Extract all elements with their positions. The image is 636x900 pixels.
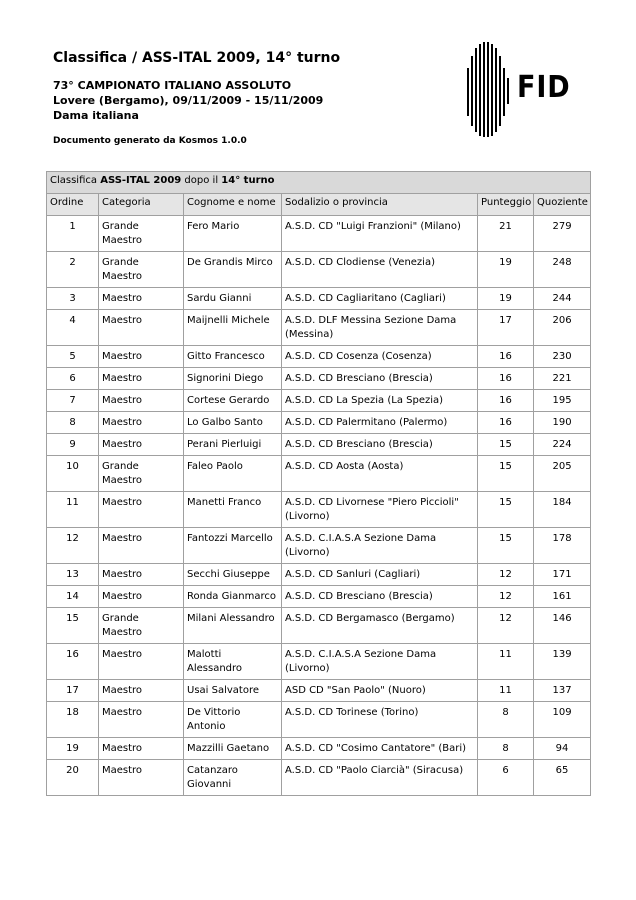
cell-categoria: Maestro	[99, 760, 184, 796]
table-row	[47, 434, 591, 456]
cell-punteggio: 11	[478, 644, 534, 680]
table-row	[47, 680, 591, 702]
cell-nome: Usai Salvatore	[184, 680, 282, 702]
cell-sodalizio: A.S.D. C.I.A.S.A Sezione Dama (Livorno)	[282, 644, 478, 680]
cell-categoria: Maestro	[99, 492, 184, 528]
cell-ordine: 2	[47, 252, 99, 288]
cell-punteggio: 8	[478, 738, 534, 760]
cell-quoziente: 190	[534, 412, 591, 434]
fid-logo-text: FID	[517, 70, 571, 105]
column-header-punteggio: Punteggio	[478, 194, 534, 216]
cell-categoria: Maestro	[99, 680, 184, 702]
cell-nome: Milani Alessandro	[184, 608, 282, 644]
cell-categoria: Maestro	[99, 644, 184, 680]
cell-sodalizio: A.S.D. CD Bergamasco (Bergamo)	[282, 608, 478, 644]
cell-ordine: 10	[47, 456, 99, 492]
cell-quoziente: 109	[534, 702, 591, 738]
cell-sodalizio: A.S.D. CD Sanluri (Cagliari)	[282, 564, 478, 586]
cell-nome: Fero Mario	[184, 216, 282, 252]
cell-categoria: Maestro	[99, 738, 184, 760]
cell-ordine: 15	[47, 608, 99, 644]
championship-name: 73° CAMPIONATO ITALIANO ASSOLUTO	[53, 79, 292, 92]
cell-nome: Mazzilli Gaetano	[184, 738, 282, 760]
cell-nome: Fantozzi Marcello	[184, 528, 282, 564]
table-row	[47, 608, 591, 644]
generator-note: Documento generato da Kosmos 1.0.0	[53, 136, 247, 146]
table-row	[47, 492, 591, 528]
cell-ordine: 18	[47, 702, 99, 738]
cell-quoziente: 195	[534, 390, 591, 412]
cell-punteggio: 21	[478, 216, 534, 252]
cell-sodalizio: A.S.D. CD Cagliaritano (Cagliari)	[282, 288, 478, 310]
cell-punteggio: 6	[478, 760, 534, 796]
cell-ordine: 5	[47, 346, 99, 368]
cell-categoria: Maestro	[99, 390, 184, 412]
cell-quoziente: 224	[534, 434, 591, 456]
cell-punteggio: 12	[478, 586, 534, 608]
cell-ordine: 16	[47, 644, 99, 680]
table-row	[47, 346, 591, 368]
cell-ordine: 9	[47, 434, 99, 456]
cell-quoziente: 205	[534, 456, 591, 492]
cell-sodalizio: A.S.D. CD "Paolo Ciarcià" (Siracusa)	[282, 760, 478, 796]
cell-nome: De Grandis Mirco	[184, 252, 282, 288]
cell-categoria: Maestro	[99, 368, 184, 390]
cell-sodalizio: A.S.D. CD Bresciano (Brescia)	[282, 586, 478, 608]
table-caption-row	[47, 172, 591, 194]
cell-nome: Malotti Alessandro	[184, 644, 282, 680]
cell-quoziente: 230	[534, 346, 591, 368]
cell-punteggio: 12	[478, 608, 534, 644]
cell-quoziente: 161	[534, 586, 591, 608]
cell-categoria: Maestro	[99, 702, 184, 738]
cell-quoziente: 178	[534, 528, 591, 564]
cell-categoria: Maestro	[99, 288, 184, 310]
cell-sodalizio: A.S.D. CD Bresciano (Brescia)	[282, 434, 478, 456]
table-row	[47, 412, 591, 434]
game-variant: Dama italiana	[53, 109, 139, 122]
cell-punteggio: 19	[478, 252, 534, 288]
cell-ordine: 8	[47, 412, 99, 434]
cell-sodalizio: A.S.D. CD La Spezia (La Spezia)	[282, 390, 478, 412]
cell-sodalizio: A.S.D. CD Palermitano (Palermo)	[282, 412, 478, 434]
table-row	[47, 528, 591, 564]
cell-quoziente: 279	[534, 216, 591, 252]
cell-nome: Secchi Giuseppe	[184, 564, 282, 586]
cell-ordine: 17	[47, 680, 99, 702]
cell-sodalizio: A.S.D. CD Clodiense (Venezia)	[282, 252, 478, 288]
cell-nome: Gitto Francesco	[184, 346, 282, 368]
cell-quoziente: 221	[534, 368, 591, 390]
cell-nome: Lo Galbo Santo	[184, 412, 282, 434]
column-header-nome: Cognome e nome	[184, 194, 282, 216]
cell-categoria: Maestro	[99, 528, 184, 564]
cell-quoziente: 184	[534, 492, 591, 528]
cell-categoria: Maestro	[99, 346, 184, 368]
table-row	[47, 564, 591, 586]
cell-punteggio: 8	[478, 702, 534, 738]
table-row	[47, 702, 591, 738]
cell-ordine: 11	[47, 492, 99, 528]
cell-nome: Manetti Franco	[184, 492, 282, 528]
cell-punteggio: 16	[478, 368, 534, 390]
table-header-row	[47, 194, 591, 216]
cell-categoria: Maestro	[99, 564, 184, 586]
cell-punteggio: 17	[478, 310, 534, 346]
cell-punteggio: 15	[478, 456, 534, 492]
cell-ordine: 6	[47, 368, 99, 390]
table-row	[47, 760, 591, 796]
cell-ordine: 1	[47, 216, 99, 252]
cell-categoria: Maestro	[99, 586, 184, 608]
table-row	[47, 644, 591, 680]
column-header-ordine: Ordine	[47, 194, 99, 216]
cell-punteggio: 11	[478, 680, 534, 702]
cell-quoziente: 146	[534, 608, 591, 644]
table-row	[47, 738, 591, 760]
cell-punteggio: 12	[478, 564, 534, 586]
cell-sodalizio: A.S.D. DLF Messina Sezione Dama (Messina)	[282, 310, 478, 346]
table-row	[47, 216, 591, 252]
cell-punteggio: 15	[478, 434, 534, 456]
event-location-dates: Lovere (Bergamo), 09/11/2009 - 15/11/2009	[53, 94, 324, 107]
page-title: Classifica / ASS-ITAL 2009, 14° turno	[53, 50, 341, 66]
cell-punteggio: 19	[478, 288, 534, 310]
cell-nome: Ronda Gianmarco	[184, 586, 282, 608]
cell-categoria: Grande Maestro	[99, 216, 184, 252]
cell-sodalizio: A.S.D. CD Bresciano (Brescia)	[282, 368, 478, 390]
cell-ordine: 3	[47, 288, 99, 310]
column-header-quoziente: Quoziente	[534, 194, 591, 216]
cell-categoria: Grande Maestro	[99, 456, 184, 492]
cell-ordine: 7	[47, 390, 99, 412]
cell-sodalizio: A.S.D. CD Cosenza (Cosenza)	[282, 346, 478, 368]
cell-quoziente: 139	[534, 644, 591, 680]
column-header-sodalizio: Sodalizio o provincia	[282, 194, 478, 216]
table-row	[47, 252, 591, 288]
cell-sodalizio: A.S.D. CD "Cosimo Cantatore" (Bari)	[282, 738, 478, 760]
cell-sodalizio: A.S.D. C.I.A.S.A Sezione Dama (Livorno)	[282, 528, 478, 564]
cell-ordine: 19	[47, 738, 99, 760]
ranking-table	[46, 171, 591, 796]
cell-sodalizio: ASD CD "San Paolo" (Nuoro)	[282, 680, 478, 702]
cell-punteggio: 16	[478, 412, 534, 434]
cell-sodalizio: A.S.D. CD Livornese "Piero Piccioli" (Livorno)	[282, 492, 478, 528]
cell-quoziente: 94	[534, 738, 591, 760]
cell-nome: Maijnelli Michele	[184, 310, 282, 346]
cell-categoria: Maestro	[99, 310, 184, 346]
table-caption: Classifica ASS-ITAL 2009 dopo il 14° turno	[47, 172, 591, 194]
cell-quoziente: 244	[534, 288, 591, 310]
table-row	[47, 390, 591, 412]
cell-nome: Perani Pierluigi	[184, 434, 282, 456]
cell-punteggio: 15	[478, 528, 534, 564]
cell-nome: Catanzaro Giovanni	[184, 760, 282, 796]
cell-sodalizio: A.S.D. CD Torinese (Torino)	[282, 702, 478, 738]
cell-nome: Cortese Gerardo	[184, 390, 282, 412]
cell-categoria: Maestro	[99, 434, 184, 456]
cell-categoria: Grande Maestro	[99, 608, 184, 644]
cell-ordine: 14	[47, 586, 99, 608]
cell-nome: Faleo Paolo	[184, 456, 282, 492]
cell-quoziente: 206	[534, 310, 591, 346]
column-header-categoria: Categoria	[99, 194, 184, 216]
table-row	[47, 586, 591, 608]
cell-ordine: 13	[47, 564, 99, 586]
cell-sodalizio: A.S.D. CD "Luigi Franzioni" (Milano)	[282, 216, 478, 252]
cell-categoria: Maestro	[99, 412, 184, 434]
cell-nome: Sardu Gianni	[184, 288, 282, 310]
cell-categoria: Grande Maestro	[99, 252, 184, 288]
cell-ordine: 4	[47, 310, 99, 346]
cell-ordine: 12	[47, 528, 99, 564]
table-row	[47, 368, 591, 390]
table-row	[47, 288, 591, 310]
cell-sodalizio: A.S.D. CD Aosta (Aosta)	[282, 456, 478, 492]
table-row	[47, 456, 591, 492]
table-row	[47, 310, 591, 346]
cell-punteggio: 16	[478, 346, 534, 368]
cell-quoziente: 137	[534, 680, 591, 702]
cell-nome: Signorini Diego	[184, 368, 282, 390]
cell-quoziente: 65	[534, 760, 591, 796]
cell-nome: De Vittorio Antonio	[184, 702, 282, 738]
cell-quoziente: 248	[534, 252, 591, 288]
cell-punteggio: 16	[478, 390, 534, 412]
cell-quoziente: 171	[534, 564, 591, 586]
cell-ordine: 20	[47, 760, 99, 796]
document-header	[53, 50, 473, 146]
cell-punteggio: 15	[478, 492, 534, 528]
